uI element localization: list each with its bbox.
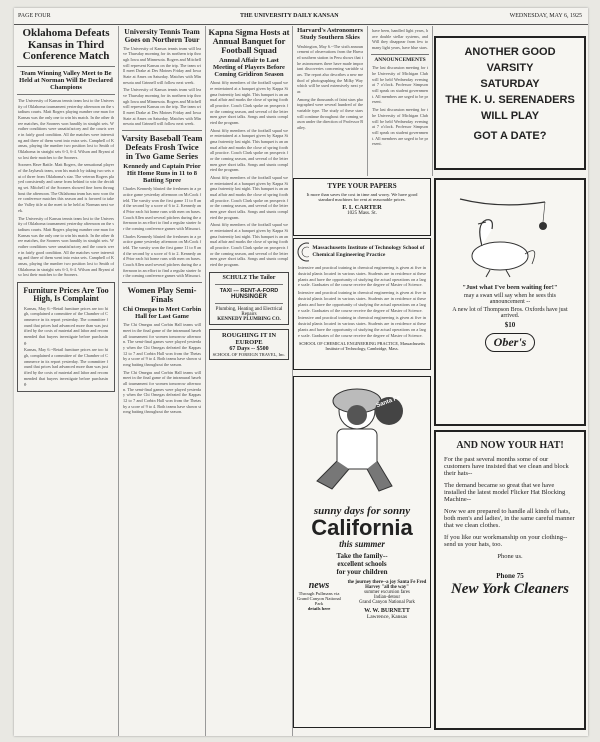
column-1	[14, 26, 119, 736]
california-details: details here	[307, 606, 331, 611]
ad-hunsinger: HUNSINGER	[230, 293, 267, 300]
column-2	[119, 26, 206, 736]
announcements-body-2: The last discussion meeting for the University of Michigan Club will be held Wednesday evening at 7 o'clock. Professor Simpson will speak on student government. All members are urged to be present.	[372, 107, 428, 147]
article-kappa-4: About fifty members of the football squad were entertained at a banquet given by Kappa Sigma fraternity last night. This banquet is an annual affair and marks the close of spring football practice. Coach Clark spoke on prospects for the coming season, and several of the lettermen gave short talks. Songs and stunts completed the program.	[210, 222, 288, 268]
headline-harvard: Harvard's Astronomers Study Southern Skies	[297, 27, 363, 41]
hat-para-1: For the past several months some of our customers have insisted that we clean and block their hats--	[444, 456, 569, 477]
obers-price: $10	[504, 321, 516, 329]
subhead-baseball: Kennedy and Captain Prior Hit Home Runs in 11 to 8 Batting Spree	[123, 162, 201, 185]
article-oklahoma-2: Sooners Have Battle. Matt Rogers, the sensational player of the Jayhawk team, won his match by taking two sets out of three from Oklahoma's star. The veteran Rogers played consistently and came from behind to win the deciding set. Mitchell of the Sooners showed fine form throughout the afternoon. The Oklahoma team has now won three conference matches this season and is favored to take the Valley title at the meet to be held at Norman next week.	[18, 162, 114, 213]
california-bullet-3: Grand Canyon National Park	[359, 600, 415, 605]
headline-kappa: Kapna Sigma Hosts at Annual Banquet for Football Squad	[208, 27, 290, 55]
article-baseball: Charles Kennedy blasted the freshmen in a practice game yesterday afternoon on McCook field. The varsity won the first game 11 to 8 and the second by a score of 6 to 2. Kennedy and Prior each hit home runs with men on bases. Coach Allen used several pitchers during the afternoon in an effort to find a regular starter for the coming conference games with Missouri.	[123, 186, 201, 232]
headline-oklahoma: Oklahoma Defeats Kansas in Third Conference Match	[22, 27, 110, 63]
article-tennis: The University of Kansas tennis team will leave Thursday morning for its northern trip through Iowa and Minnesota. Rogers and Mitchell will represent Kansas on the trip. The team will meet Drake at Des Moines Friday and Iowa State at Ames on Saturday. Matches with Minnesota and Grinnell will follow next week.	[123, 45, 201, 85]
article-kappa: About fifty members of the football squad were entertained at a banquet given by Kappa Sigma fraternity last night. This banquet is an annual affair and marks the close of spring football practice. Coach Clark spoke on prospects for the coming season, and several of the lettermen gave short talks. Songs and stunts completed the program.	[210, 80, 288, 125]
europe-title: ROUGHING IT IN EUROPE	[221, 331, 277, 346]
california-headline-1: sunny days for sonny	[313, 505, 411, 517]
announcements-title: ANNOUNCEMENTS	[374, 56, 426, 63]
california-news-logo: news	[308, 580, 330, 591]
new-york-cleaners-logo: New York Cleaners	[450, 581, 570, 597]
california-body: Take the family-- excellent schools for your children	[336, 552, 388, 576]
hat-phone-us: Phone us.	[497, 553, 523, 560]
subhead-oklahoma: Team Winning Valley Meet to Be Held at Norman Will Be Declared Champions	[19, 69, 113, 91]
article-women: The Chi Omegas and Corbin Hall teams will meet in the final game of the intramural baseball tournament for women tomorrow afternoon. The semi-final games were played yesterday when the Chi Omegas defeated the Kappas 12 to 7 and Corbin Hall won from the Thetas by a score of 9 to 4. Both teams have shown strong batting throughout the season.	[123, 322, 201, 367]
subhead-women: Chi Omegas to Meet Corbin Hall for Last Game	[122, 305, 202, 321]
hat-title: AND NOW YOUR HAT!	[456, 440, 564, 451]
hat-para-2: The demand became so great that we have installed the latest model Flicker Hat Blocking Machine--	[444, 482, 566, 503]
column-5	[368, 26, 433, 176]
california-headline-2: California	[311, 515, 413, 540]
headline-women: Women Play Semi-Finals	[127, 285, 197, 305]
varsity-line-4: THE K. U. SERENADERS	[445, 94, 575, 106]
article-harvard: Washington, May 6.--The sixth announcement of observations from the Harvard southern station in Peru shows that the astronomers there have made important discoveries concerning variable stars. The report also describes a new method of photographing the Milky Way which will be used extensively next year.	[297, 43, 363, 94]
ad-kennedy-plumbing: KENNEDY PLUMBING CO.	[217, 316, 281, 322]
announcements-body: The last discussion meeting for the University of Michigan Club will be held Wednesday evening at 7 o'clock. Professor Simpson will speak on student government. All members are urged to be present.	[372, 65, 428, 105]
mit-seal-icon	[297, 242, 309, 262]
article-harvard-2: Among the thousands of faint stars photographed were several hundred of the variable type. The study of these stars will continue throughout the coming season under the direction of Professor Bailey.	[297, 96, 363, 131]
masthead	[14, 8, 588, 25]
article-kappa-3: About fifty members of the football squad were entertained at a banquet given by Kappa Sigma fraternity last night. This banquet is an annual affair and marks the close of spring football practice. Coach Clark spoke on prospects for the coming season, and several of the lettermen gave short talks. Songs and stunts completed the program.	[210, 174, 288, 220]
obers-swan-line: may a swan will say when he sees this announcement --	[464, 293, 556, 305]
california-headline-3: this summer	[339, 539, 385, 549]
ad-carter-typewriter	[293, 178, 431, 236]
article-kappa-2: About fifty members of the football squad were entertained at a banquet given by Kappa Sigma fraternity last night. This banquet is an annual affair and marks the close of spring football practice. Coach Clark spoke on prospects for the coming season, and several of the lettermen gave short talks. Songs and stunts completed the program.	[210, 127, 288, 173]
santa-fe-badge: Santa Fe	[375, 394, 402, 410]
ad-new-york-cleaners	[434, 430, 586, 730]
article-oklahoma-3: The University of Kansas tennis team lost to the University of Oklahoma tournament yesterday afternoon on the stadium courts. Matt Rogers playing number one man for Kansas was the only one to win his match. In the other three matches, the Sooners won handily in straight sets. Weather conditions were unsatisfactory and the courts were in fairly good condition. All the matches were interesting and three of them went into extra sets. Campbell of Kansas, playing the number two position lost to Smith of Oklahoma in straight sets 6-3, 6-4. Wilson and Bryant also lost their matches to the Sooners.	[18, 215, 114, 278]
carter-address: 1025 Mass. St.	[347, 211, 377, 216]
newspaper-page	[14, 8, 588, 736]
swan-illustration-icon	[440, 184, 580, 279]
ad-mit	[293, 238, 431, 370]
carter-title: TYPE YOUR PAPERS	[327, 182, 397, 190]
article-baseball-2: Charles Kennedy blasted the freshmen in a practice game yesterday afternoon on McCook field. The varsity won the first game 11 to 8 and the second by a score of 6 to 2. Kennedy and Prior each hit home runs with men on bases. Coach Allen used several pitchers during the afternoon in an effort to find a regular starter for the coming conference games with Missouri.	[123, 233, 201, 279]
ad-schulz: SCHULZ The Tailor	[222, 274, 276, 281]
mit-body: Intensive and practical training in chemical engineering is given at five industrial plants located in various states. Students are in residence at these plants and have the opportunity of studying the actual operations on a large scale. Graduates of the course receive the degree of Master of Science.	[298, 265, 426, 288]
europe-price: 67 Days -- $500	[229, 345, 269, 352]
article-furniture: Kansas, May 6.--Retail furniture prices are too high, complained a committee of the Chamber of Commerce in its report yesterday. The committee found that prices had advanced more than was justified by the costs of material and labor and recommended that buyers investigate before purchasing.	[24, 305, 108, 345]
column-3	[206, 26, 293, 736]
mit-body-3: Intensive and practical training in chemical engineering is given at five industrial plants located in various states. Students are in residence at these plants and have the opportunity of studying the actual operations on a large scale. Graduates of the course receive the degree of Master of Science.	[298, 315, 426, 338]
hat-para-4: If you like our workmanship on your clothing--send us your hats, too.	[444, 534, 568, 548]
ad-plumbing-desc: Plumbing, Heating and Electrical Repairs	[215, 306, 283, 317]
europe-travel-ad	[209, 329, 289, 360]
ad-varsity-dance	[434, 36, 586, 170]
obers-logo: Ober's	[485, 333, 536, 352]
local-ads-box	[209, 272, 289, 325]
headline-tennis: University Tennis Team Goes on Northern Tour	[124, 27, 200, 44]
california-pullmans: Through Pullmans via Grand Canyon National Park	[297, 591, 341, 606]
column-4	[293, 26, 368, 176]
carter-body: It more than saves the cost in time and worry. We have good standard machines for rent at reasonable prices.	[306, 192, 418, 202]
furniture-box	[17, 282, 115, 392]
article-women-2: The Chi Omegas and Corbin Hall teams will meet in the final game of the intramural baseball tournament for women tomorrow afternoon. The semi-final games were played yesterday when the Chi Omegas defeated the Kappas 12 to 7 and Corbin Hall won from the Thetas by a score of 9 to 4. Both teams have shown strong batting throughout the season.	[123, 369, 201, 415]
varsity-line-3: SATURDAY	[480, 78, 540, 90]
mit-footer: SCHOOL OF CHEMICAL ENGINEERING PRACTICE, Massachusetts Institute of Technology, Cambridge, Mass.	[299, 340, 425, 351]
carter-name: F. I. CARTER	[342, 204, 382, 211]
headline-furniture: Furniture Prices Are Too High, Is Complaint	[23, 285, 109, 304]
hat-para-3: Now we are prepared to handle all kinds of hats, both men's and ladies', in the same careful manner that we clean clothes.	[444, 508, 575, 529]
issue-date: WEDNESDAY, MAY 6, 1925	[509, 13, 582, 19]
newspaper-title: THE UNIVERSITY DAILY KANSAN	[240, 13, 339, 19]
subhead-kappa: Annual Affair to Last Meeting of Players Before Coming Gridiron Season	[213, 56, 285, 79]
article-tennis-2: The University of Kansas tennis team will leave Thursday morning for its northern trip through Iowa and Minnesota. Rogers and Mitchell will represent Kansas on the trip. The team will meet Drake at Des Moines Friday and Iowa State at Ames on Saturday. Matches with Minnesota and Grinnell will follow next week.	[123, 87, 201, 127]
varsity-line-2: VARSITY	[486, 62, 534, 74]
article-stars: have been, handled light years, have double stellar systems, and Will they disappear from few to many light years, have blue stars.	[372, 28, 428, 51]
california-bullet-1: summer excursion fares	[364, 590, 410, 595]
california-agent: W. W. BURNETT	[364, 608, 410, 614]
headline-baseball: Varsity Baseball Team Defeats Frosh Twice in Two Game Series	[121, 133, 203, 161]
ad-obers	[434, 178, 586, 426]
article-oklahoma: The University of Kansas tennis team lost to the University of Oklahoma tournament yesterday afternoon on the stadium courts. Matt Rogers playing number one man for Kansas was the only one to win his match. In the other three matches, the Sooners won handily in straight sets. Weather conditions were unsatisfactory and the courts were in fairly good condition. All the matches were interesting and three of them went into extra sets. Campbell of Kansas, playing the number two position lost to Smith of Oklahoma in straight sets 6-3, 6-4. Wilson and Bryant also lost their matches to the Sooners.	[18, 98, 114, 160]
ad-santa-fe-california	[293, 376, 431, 728]
mit-body-2: Intensive and practical training in chemical engineering is given at five industrial plants located in various states. Students are in residence at these plants and have the opportunity of studying the actual operations on a large scale. Graduates of the course receive the degree of Master of Science.	[298, 290, 426, 313]
hat-phone-number: Phone 75	[496, 572, 524, 580]
europe-school: SCHOOL OF FOREIGN TRAVEL, Inc.	[212, 351, 286, 357]
child-illustration-icon	[297, 381, 427, 501]
varsity-line-5: WILL PLAY	[480, 110, 540, 122]
obers-quote: "Just what I've been waiting for!"	[462, 284, 558, 291]
varsity-line-1: ANOTHER GOOD	[464, 46, 556, 58]
varsity-line-6: GOT A DATE?	[473, 130, 547, 142]
page-number: PAGE FOUR	[18, 13, 51, 19]
article-furniture-2: Kansas, May 6.--Retail furniture prices are too high, complained a committee of the Chamber of Commerce in its report yesterday. The committee found that prices had advanced more than was justified by the costs of material and labor and recommended that buyers investigate before purchasing.	[24, 347, 108, 387]
obers-oxfords: A new lot of Thompson Bros. Oxfords have just arrived.	[452, 307, 568, 319]
california-bullet-2: Indian-detour	[373, 595, 401, 600]
mit-title: Massachusetts Institute of Technology School of Chemical Engineering Practice	[312, 245, 425, 258]
california-city: Lawrence, Kansas	[366, 614, 408, 620]
california-journey: the journey there--a joy Santa Fe Fred Harvey "all the way"	[347, 580, 427, 590]
ad-taxi: TAXI --- RENT-A-FORD	[219, 287, 279, 294]
